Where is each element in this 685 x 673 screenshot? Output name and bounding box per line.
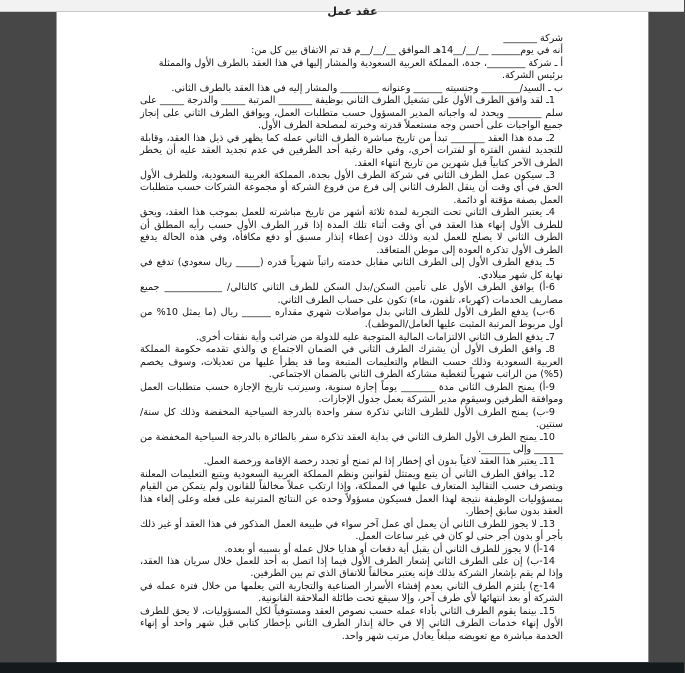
clause: 4ـ يعتبر الطرف الثاني تحت التجربة لمدة ثلاثة أشهر من تاريخ مباشرته للعمل بموجب هذا العقد، ويحق للطرف الأول إنهاء هذا العقد في أي وقت أثناء تلك المدة إذا قرر الطرف الأول حسب رأيه المطلق أن الطرف الثاني لا يصلح للعمل لديه وذلك دون إعطاء إنذار مسبق أو دفع مكافأة، وفي هذه الحالة يدفع الطرف الأول تذكرة العودة إلى موطن المتعاقد. <box>140 207 563 256</box>
clause: 5ـ يدفع الطرف الأول إلى الطرف الثاني مقابل خدمته راتباً شهرياً قدره (_____ ريال سعودي) تدفع في نهاية كل شهر ميلادي. <box>140 257 563 281</box>
clause: 14-ب) إن على الطرف الثاني إشعار الطرف الأول فيما إذا اتصل به أحد للعمل خلال سريان هذا العقد، وإذا لم يقم بإشعار الشركة بذلك فإنه يعتبر مخالفاً للاتفاق الذي تم بين الطرفين. <box>140 556 563 580</box>
clause: 13ـ لا يجوز للطرف الثاني أن يعمل أي عمل آخر سواء في طبيعة العمل المذكور في هذا العقد أو غير ذلك بأجر أو بدون أجر حتى لو كان في غير ساعات العمل. <box>140 518 563 543</box>
clause: 9-أ) يمنح الطرف الثاني مدة _______ يوماً إجازة سنوية، وسيرتب تاريخ الإجازة حسب متطلبات العمل وموافقة الطرفين وسيقوم مدير الشركة بعمل جدول الإجازات. <box>140 381 563 406</box>
right-gutter <box>648 12 685 662</box>
company-line: شركة _______ <box>503 33 563 44</box>
contract-body <box>140 33 563 643</box>
clause: 2ـ مدة هذا العقد _______ تبدأ من تاريخ مباشرة الطرف الثاني عمله كما يظهر في ذيل هذا العقد، وقابلة للتجديد لنفس الفترة أو لفترات أخرى، وفي حالة رغبة أحد الطرفين في عدم تجديد العقد عليه أن يخطر الطرف الآخر كتابياً قبل شهرين من تاريخ انتهاء العقد. <box>140 132 563 169</box>
clause: 7ـ يدفع الطرف الثاني الالتزامات المالية المتوجبة عليه للدولة من ضرائب وأية نفقات أخرى. <box>195 331 555 343</box>
clause: 10ـ يمنح الطرف الأول الطرف الثاني في بداية العقد تذكرة سفر بالطائرة بالدرجة السياحية المخفضة من ______ وإلى ______. <box>140 431 563 455</box>
left-gutter <box>0 12 57 662</box>
second-party-line: ب ـ السيد/________ وجنسيته ______ وعنوانه ________ والمشار إليه في هذا العقد بالطرف الثاني. <box>171 82 563 94</box>
clause: 6-ب) يدفع الطرف الأول للطرف الثاني بدل مواصلات شهري مقداره ______ ريال (ما يمثل 10% من أول مربوط المرتبة المثبت عليها العامل/الموظف). <box>140 306 563 331</box>
clause: 14-ج) يلتزم الطرف الثاني بعدم إفشاء الأسرار الصناعية والتجارية التي يعلمها من خلال فترة عمله في الشركة أو بعد انتهائها لأي طرف آخر، وإلا سيقع تحت طائلة الملاحقة القانونية. <box>140 580 563 605</box>
clause: 8ـ وافق الطرف الأول أن يشترك الطرف الثاني في الضمان الاجتماع ي والذي تقدمه حكومة المملكة العربية السعودية وذلك حسب النظام والتعليمات المتبعة وما قد يطرأ عليها من تعديلات، وسوف يخصم (5%) من الراتب شهرياً لتغطية مشاركة الطرف الثاني بالضمان الاجتماعي. <box>140 344 563 381</box>
first-party-line: أ ـ شركة ________، جدة، المملكة العربية السعودية والمشار إليها في هذا العقد بالطرف الأول والممثلة برئيس الشركة. <box>158 57 563 82</box>
agreement-date-line: أنه في يوم______ __/__/__14هـ الموافق __/__/__م قد تم الاتفاق بين كل من: <box>251 45 563 57</box>
document-title: عقد عمل <box>327 5 378 18</box>
clause: 12ـ يوافق الطرف الثاني أن يتبع ويمتثل لقوانين ونظم المملكة العربية السعودية ويتبع التعليمات المعلنة ويتصرف حسب التقاليد المتعارف عليها في المملكة، وإذا ارتكب عملاً مخالفاً للقانون ولم يتمكن من القيام بمسؤوليات الوظيفة نتيجة لهذا العمل فسيكون مسؤولاً وحده عن النتائج المترتبة على فعله وعلى إلغاء هذا العقد بدون سابق إخطار. <box>140 468 563 518</box>
document-page <box>57 5 648 662</box>
clause: 14-أ) لا يجوز للطرف الثاني أن يقبل أية دفعات أو هدايا خلال عمله أو بسببه أو بعده. <box>224 543 555 555</box>
clause: 9-ب) يمنح الطرف الأول للطرف الثاني تذكرة سفر واحدة بالدرجة السياحية المخفضة وذلك كل سنة/سنتين. <box>140 406 563 431</box>
clause: 1ـ لقد وافق الطرف الأول على تشغيل الطرف الثاني بوظيفة _______ المرتبة _____ والدرجة _____ على سلم _______ ويحدد له واجباته المدير المسؤول حسب متطلبات العمل، ويوافق الطرف الثاني على إنجاز جميع الواجبات على أحسن وجه مستعملاً قدرته وخبرته لمصلحة الطرف الأول. <box>140 95 563 132</box>
clause: 6-أ) يوافق الطرف الأول على تأمين السكن/بدل السكن للطرف الثاني كالتالي/ ____________ جميع مصاريف الخدمات (كهرباء، تلفون، ماء) تكون على حساب الطرف الثاني. <box>140 282 563 306</box>
viewer-bottom-bar <box>0 662 684 673</box>
clause: 15ـ بينما يقوم الطرف الثاني بأداء عمله حسب نصوص العقد ومستوفياً لكل المسؤوليات، لا يحق للطرف الأول إنهاء خدمات الطرف الثاني إلا في حالة إنذار الطرف الثاني بإخطار كتابي قبل شهر واحد أو إنهاء الخدمة مباشرة مع تعويضه مبلغاً يعادل مرتب شهر واحد. <box>140 605 563 642</box>
clause: 3ـ سيكون عمل الطرف الثاني في شركة الطرف الأول بجدة، المملكة العربية السعودية، وللطرف الأول الحق في أي وقت أن ينقل الطرف الثاني إلى فرع من فروع الشركة أو مجموعة الشركات حسب متطلبات العمل بصفة مؤقتة أو دائمة. <box>140 169 563 206</box>
clause: 11ـ يعتبر هذا العقد لاغياً بدون أي إخطار إذا لم تمنح أو تجدد رخصة الإقامة ورخصة العمل. <box>203 456 555 468</box>
